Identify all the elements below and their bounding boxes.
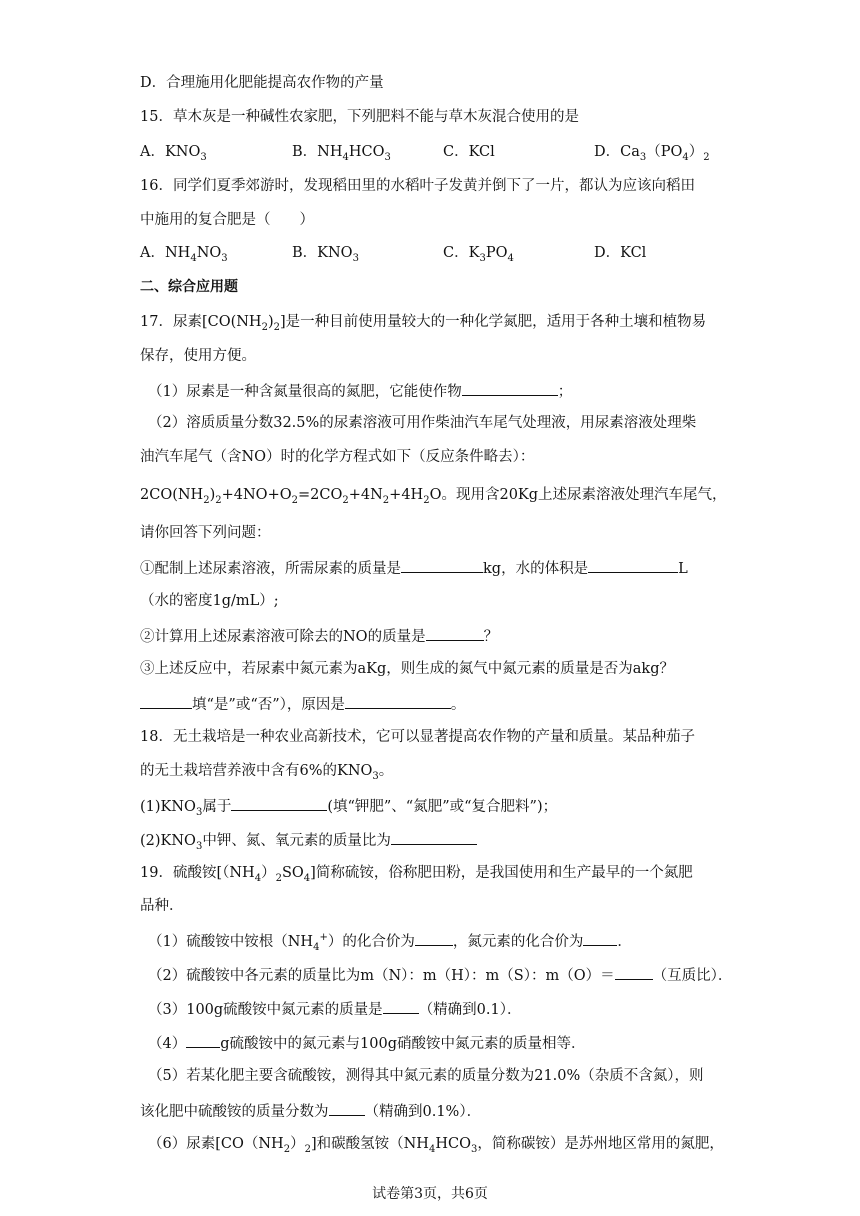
answer-blank[interactable] [391, 829, 477, 845]
q16-option-a: A．$NH_4NO_3$ [140, 245, 228, 264]
q17-equation-line: $2CO(NH_2)_2+4NO+O_2=2CO_2+4N_2+4H_2O$。现用含20Kg上述尿素溶液处理汽车尾气， [140, 487, 727, 506]
answer-blank[interactable] [329, 1100, 365, 1116]
answer-blank[interactable] [426, 625, 484, 641]
q17-part1: （1）尿素是一种含氮量很高的氮肥，它能使作物 ； [148, 380, 572, 402]
q17-stem-line2: 保存，使用方便。 [140, 348, 256, 364]
answer-blank[interactable] [383, 998, 419, 1014]
answer-blank[interactable] [186, 1032, 220, 1048]
q18-stem-line1: 18．无土栽培是一种农业高新技术，它可以显著提高农作物的产量和质量。某品种茄子 [140, 729, 695, 745]
answer-blank[interactable] [140, 693, 192, 709]
q15-option-a: A．$KNO_3$ [140, 144, 207, 163]
q16-option-c: C．$K_3PO_4$ [443, 245, 514, 264]
q17-part2-line2: 油汽车尾气（含NO）时的化学方程式如下（反应条件略去）： [140, 449, 535, 465]
answer-blank[interactable] [583, 930, 617, 946]
q16-stem-line2: 中施用的复合肥是（ ） [140, 212, 314, 228]
page-footer: 试卷第3页，共6页 [372, 1186, 488, 1202]
answer-blank[interactable] [345, 693, 451, 709]
q17-part2-line3: 请你回答下列问题： [140, 525, 271, 541]
q17-part2-line1: （2）溶质质量分数32.5%的尿素溶液可用作柴油汽车尾气处理液，用尿素溶液处理柴 [148, 415, 697, 431]
q15-option-c: C．KCl [443, 144, 495, 160]
q17-sub2: ②计算用上述尿素溶液可除去的NO的质量是 ？ [140, 625, 498, 647]
answer-blank[interactable] [462, 380, 558, 396]
q19-part2: （2）硫酸铵中各元素的质量比为m（N）：m（H）：m（S）：m（O）＝ （互质比）． [148, 964, 732, 986]
q17-sub1-line2: （水的密度1g/mL）; [140, 593, 279, 609]
section-heading: 二、综合应用题 [140, 279, 238, 295]
q15-option-d: D．$Ca_3(PO_4)_2$ [594, 144, 710, 163]
answer-blank[interactable] [231, 795, 327, 811]
answer-blank[interactable] [588, 557, 678, 573]
q19-part3: （3）100g硫酸铵中氮元素的质量是 （精确到0.1）． [148, 998, 522, 1020]
q17-sub3-line2: 填“是”或“否”），原因是 。 [140, 693, 465, 715]
q19-stem-line1: 19．硫酸铵$[(NH_4)_2SO_4]$简称硫铵，俗称肥田粉，是我国使用和生产最早的一个氮肥 [140, 865, 693, 884]
q18-part2: $(2)KNO_3$中钾、氮、氧元素的质量比为 [140, 829, 477, 851]
q18-stem-line2: 的无土栽培营养液中含有6%的$KNO_3$。 [140, 763, 394, 782]
q16-option-b: B．$KNO_3$ [292, 245, 359, 264]
q19-stem-line2: 品种． [140, 898, 184, 914]
q19-part5-line1: （5）若某化肥主要含硫酸铵，测得其中氮元素的质量分数为21.0%（杂质不含氮），则 [148, 1068, 704, 1084]
q19-part4: （4） g硫酸铵中的氮元素与100g硝酸铵中氮元素的质量相等． [148, 1032, 585, 1054]
q15-option-b: B．$NH_4HCO_3$ [292, 144, 391, 163]
q18-part1: $(1)KNO_3$属于 (填“钾肥”、“氮肥”或“复合肥料”)； [140, 795, 557, 817]
chemical-equation: $2CO(NH_2)_2+4NO+O_2=2CO_2+4N_2+4H_2O$ [140, 487, 442, 506]
q17-sub3-line1: ③上述反应中，若尿素中氮元素为aKg，则生成的氮气中氮元素的质量是否为akg？ [140, 661, 674, 677]
answer-blank[interactable] [415, 930, 453, 946]
q15-stem: 15．草木灰是一种碱性农家肥，下列肥料不能与草木灰混合使用的是 [140, 109, 579, 125]
q19-part5-line2: 该化肥中硫酸铵的质量分数为 （精确到0.1%）． [140, 1100, 481, 1122]
answer-blank[interactable] [615, 964, 653, 980]
q16-option-d: D．KCl [594, 245, 647, 261]
q17-sub1-line1: ①配制上述尿素溶液，所需尿素的质量是 kg，水的体积是 L [140, 557, 688, 579]
q17-stem-line1: 17．尿素$[CO(NH_2)_2]$是一种目前使用量较大的一种化学氮肥，适用于各种土壤和植物易 [140, 314, 707, 333]
q14-option-d: D．合理施用化肥能提高农作物的产量 [140, 75, 384, 91]
q19-part6: （6）尿素$[CO(NH_2)_2]$和碳酸氢铵（$NH_4HCO_3$，简称碳铵）是苏州地区常用的氮肥， [148, 1136, 724, 1155]
q19-part1: （1）硫酸铵中铵根$(NH_4^+)$的化合价为 ，氮元素的化合价为 ． [148, 930, 632, 952]
answer-blank[interactable] [401, 557, 483, 573]
q16-stem-line1: 16．同学们夏季郊游时，发现稻田里的水稻叶子发黄并倒下了一片，都认为应该向稻田 [140, 178, 695, 194]
